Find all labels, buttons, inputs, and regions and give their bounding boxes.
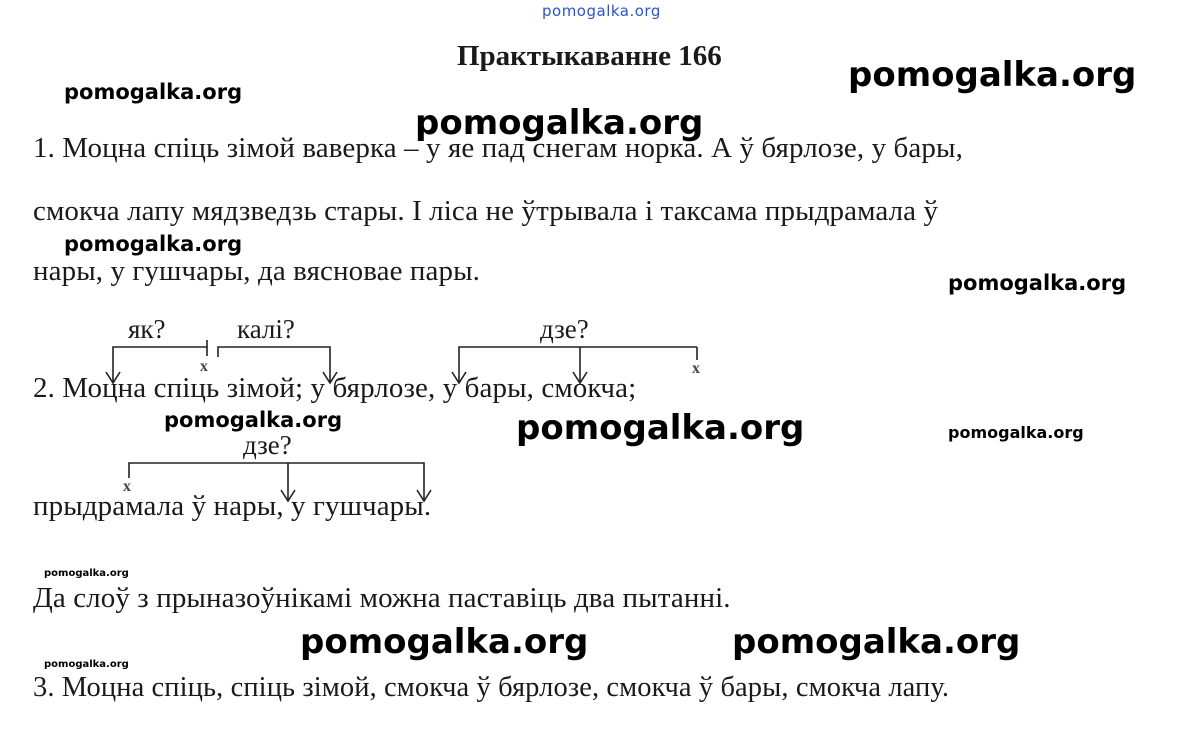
question-dze-1: дзе? — [540, 314, 589, 344]
watermark-2: pomogalka.org — [64, 80, 243, 104]
paragraph3-line: 3. Моцна спіць, спіць зімой, смокча ў бярлозе, смокча ў бары, смокча лапу. — [33, 672, 950, 703]
watermark-top: pomogalka.org — [542, 2, 661, 20]
paragraph2-line2: прыдрамала ў нары, у гушчары. — [33, 490, 432, 522]
question-kali: калі? — [237, 314, 295, 344]
watermark-8: pomogalka.org — [948, 423, 1084, 442]
watermark-3: pomogalka.org — [415, 103, 704, 143]
paragraph1-line1: 1. Моцна спіць зімой ваверка – у яе пад снегам норка. А ў бярлозе, у бары, — [33, 132, 963, 164]
page-title: Практыкаванне 166 — [457, 40, 722, 72]
watermark-1: pomogalka.org — [848, 55, 1137, 95]
x-mark-1: x — [200, 358, 208, 375]
paragraph1-line2: смокча лапу мядзведзь стары. І ліса не ўтрывала і таксама прыдрамала ў — [33, 195, 939, 227]
watermark-12: pomogalka.org — [44, 659, 129, 670]
question-dze-2: дзе? — [243, 430, 292, 460]
watermark-4: pomogalka.org — [64, 232, 243, 256]
watermark-10: pomogalka.org — [300, 622, 589, 662]
watermark-9: pomogalka.org — [44, 568, 129, 579]
x-mark-2: x — [692, 360, 700, 377]
paragraph2-line1: 2. Моцна спіць зімой; у бярлозе, у бары, смокча; — [33, 372, 637, 404]
watermark-7: pomogalka.org — [516, 408, 805, 448]
note-line: Да слоў з прыназоўнікамі можна паставіць два пытанні. — [33, 582, 731, 614]
watermark-11: pomogalka.org — [732, 622, 1021, 662]
watermark-6: pomogalka.org — [164, 408, 343, 432]
x-mark-3: x — [123, 478, 131, 495]
paragraph1-line3: нары, у гушчары, да вясновае пары. — [33, 255, 481, 287]
question-yak: як? — [128, 314, 166, 344]
watermark-5: pomogalka.org — [948, 271, 1127, 295]
